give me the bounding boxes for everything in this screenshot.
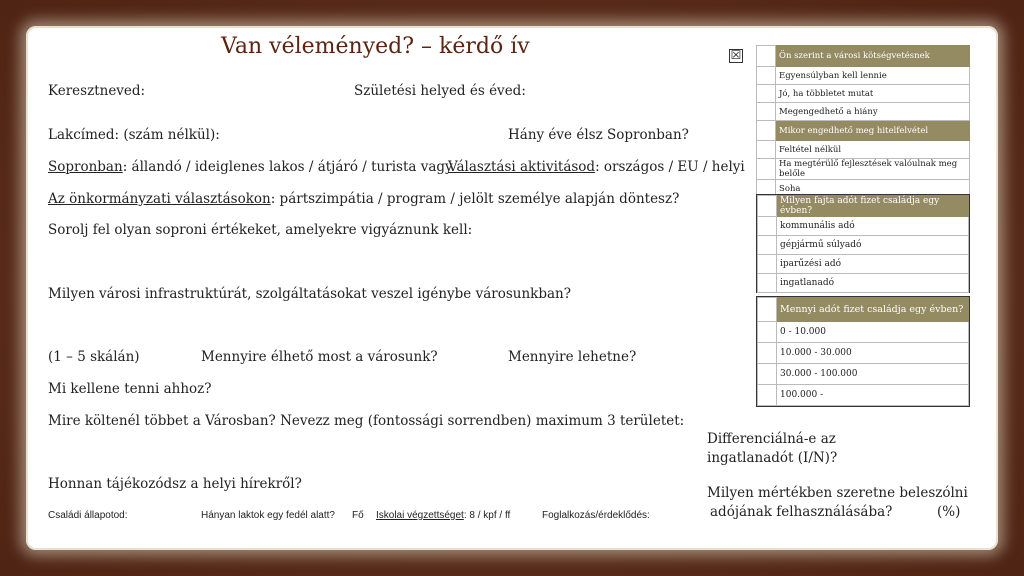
field-differencial-1: Differenciálná-e az: [707, 431, 836, 447]
iskolai-label: Iskolai végzettséget: [376, 510, 464, 521]
field-elheto: Mennyire élhető most a városunk?: [201, 349, 438, 365]
field-sopronban: [48, 159, 453, 175]
valasztasi-label: Választási aktivitásod: [448, 159, 596, 175]
field-infra: Milyen városi infrastruktúrát, szolgáltatásokat veszel igénybe városunkban?: [48, 286, 571, 302]
table-header: Ön szerint a városi kötségvetésnek: [776, 46, 970, 67]
field-skala: (1 – 5 skálán): [48, 349, 140, 365]
table-adoosszeg: [757, 297, 969, 406]
field-keresztnev: Keresztneved:: [48, 83, 146, 99]
table-checkbox[interactable]: [758, 298, 777, 322]
field-iskolai: [376, 510, 510, 521]
field-ertekek: Sorolj fel olyan soproni értékeket, amelyekre vigyáznunk kell:: [48, 222, 473, 238]
field-foglalkozas: Foglalkozás/érdeklődés:: [542, 510, 650, 521]
field-beleszolni-1: Milyen mértékben szeretne beleszólni: [707, 485, 968, 501]
field-szuletesi: Születési helyed és éved:: [354, 83, 526, 99]
table-checkbox[interactable]: [758, 274, 777, 293]
onkorm-options: : pártszimpátia / program / jelölt személye alapján döntesz?: [270, 191, 680, 207]
iskolai-options: : 8 / kpf / ff: [463, 510, 511, 521]
table-header: Milyen fajta adót fizet családja egy évben?: [777, 196, 969, 217]
table-option: 30.000 - 100.000: [777, 364, 969, 385]
field-hirek: Honnan tájékozódsz a helyi hírekről?: [48, 476, 302, 492]
sopronban-options: : állandó / ideiglenes lakos / átjáró / turista vagy: [122, 159, 453, 175]
field-beleszolni-2: adójának felhasználásába?: [710, 504, 893, 520]
table-header: Mennyi adót fizet családja egy évben?: [777, 298, 969, 322]
checkbox-x-icon[interactable]: ☒: [730, 48, 742, 62]
table-checkbox[interactable]: [757, 121, 776, 141]
table-option: Feltétel nélkül: [776, 141, 970, 159]
table-option: 0 - 10.000: [777, 322, 969, 343]
table-checkbox[interactable]: [758, 322, 777, 343]
table-option: iparűzési adó: [777, 255, 969, 274]
table-adofajta: [757, 195, 969, 293]
table-checkbox[interactable]: [757, 141, 776, 159]
table-option: 10.000 - 30.000: [777, 343, 969, 364]
table-koltsegvetes: [756, 45, 970, 198]
table-checkbox[interactable]: [758, 364, 777, 385]
field-onkormanyzati: [48, 191, 679, 207]
field-differencial-2: ingatlanadót (I/N)?: [707, 450, 838, 466]
page-title: Van véleményed? – kérdő ív: [221, 34, 530, 59]
table-option: Megengedhető a hiány: [776, 103, 970, 121]
field-valasztasi: [448, 159, 745, 175]
table-checkbox[interactable]: [758, 343, 777, 364]
field-hany-eve: Hány éve élsz Sopronban?: [508, 127, 689, 143]
table-checkbox[interactable]: [758, 385, 777, 406]
valasztasi-options: : országos / EU / helyi: [595, 159, 745, 175]
table-option: 100.000 -: [777, 385, 969, 406]
table-option: Egyensúlyban kell lennie: [776, 67, 970, 85]
table-checkbox[interactable]: [758, 236, 777, 255]
field-fo: Fő: [352, 510, 364, 521]
table-option: kommunális adó: [777, 217, 969, 236]
field-csaladi: Családi állapotod:: [48, 510, 128, 521]
table-checkbox[interactable]: [757, 67, 776, 85]
table-option: Jó, ha többletet mutat: [776, 85, 970, 103]
table-checkbox[interactable]: [757, 159, 776, 180]
table-checkbox[interactable]: [758, 196, 777, 217]
table-option: Soha: [776, 180, 970, 198]
table-checkbox[interactable]: [757, 103, 776, 121]
table-header: Mikor engedhető meg hitelfelvétel: [776, 121, 970, 141]
sopronban-label: Sopronban: [48, 159, 123, 175]
table-option: Ha megtérülő fejlesztések valóulnak meg belőle: [776, 159, 970, 180]
table-option: gépjármű súlyadó: [777, 236, 969, 255]
table-checkbox[interactable]: [758, 217, 777, 236]
field-lakcim: Lakcímed: (szám nélkül):: [48, 127, 220, 143]
field-koltenel: Mire költenél többet a Városban? Nevezz meg (fontossági sorrendben) maximum 3 területet:: [48, 413, 685, 429]
onkorm-label: Az önkormányzati választásokon: [48, 191, 271, 207]
field-tenni: Mi kellene tenni ahhoz?: [48, 381, 212, 397]
table-checkbox[interactable]: [758, 255, 777, 274]
field-hanyan: Hányan laktok egy fedél alatt?: [201, 510, 335, 521]
table-checkbox[interactable]: [757, 46, 776, 67]
table-option: ingatlanadó: [777, 274, 969, 293]
table-checkbox[interactable]: [757, 85, 776, 103]
field-percent: (%): [937, 504, 961, 520]
field-lehetne: Mennyire lehetne?: [508, 349, 637, 365]
